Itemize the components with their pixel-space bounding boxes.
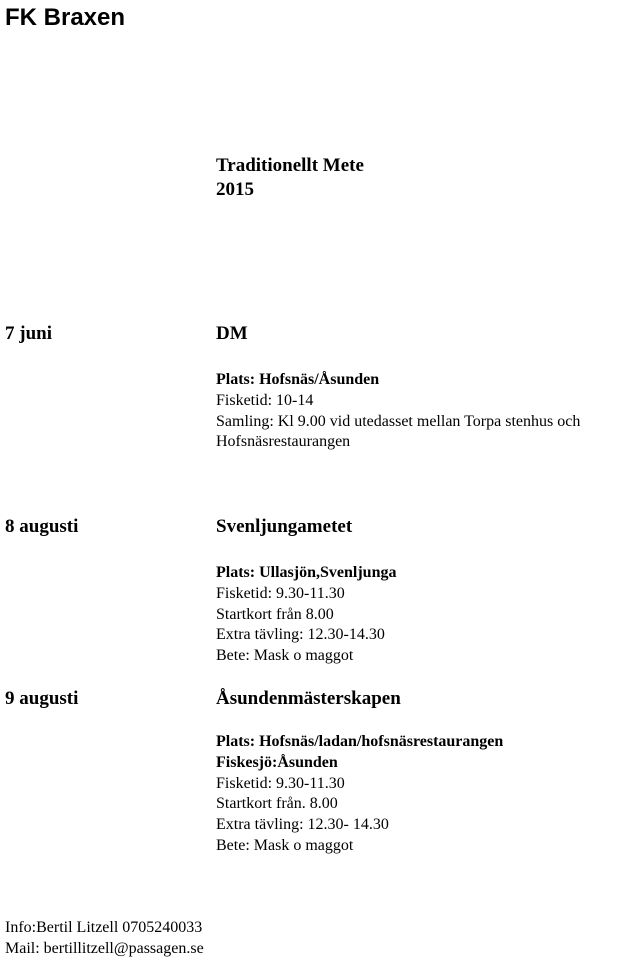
event-fishing-time: Fisketid: 9.30-11.30 xyxy=(216,584,345,602)
event-fishing-time: Fisketid: 9.30-11.30 xyxy=(216,774,345,792)
club-title: FK Braxen xyxy=(5,4,126,31)
event-details-1 xyxy=(216,370,580,453)
contact-mail: Mail: bertillitzell@passagen.se xyxy=(5,940,204,957)
event-start-card: Startkort från 8.00 xyxy=(216,605,334,623)
event-lake: Fiskesjö:Åsunden xyxy=(216,753,338,771)
event-details-3 xyxy=(216,732,503,857)
event-extra-competition: Extra tävling: 12.30- 14.30 xyxy=(216,816,389,834)
event-place: Plats: Ullasjön,Svenljunga xyxy=(216,564,397,581)
event-date-2: 8 augusti xyxy=(5,516,79,537)
event-place: Plats: Hofsnäs/ladan/hofsnäsrestaurangen xyxy=(216,733,504,750)
document-subtitle xyxy=(216,154,364,202)
event-name-2: Svenljungametet xyxy=(216,516,353,537)
event-name-3: Åsundenmästerskapen xyxy=(216,688,401,709)
event-bait: Bete: Mask o maggot xyxy=(216,836,354,854)
event-gathering-cont: Hofsnäsrestaurangen xyxy=(216,433,351,451)
event-fishing-time: Fisketid: 10-14 xyxy=(216,391,314,409)
subtitle-line-1: Traditionellt Mete xyxy=(216,155,364,176)
event-name-1: DM xyxy=(216,323,248,344)
subtitle-year: 2015 xyxy=(216,179,254,200)
event-bait: Bete: Mask o maggot xyxy=(216,647,354,665)
contact-info: Info:Bertil Litzell 0705240033 xyxy=(5,919,203,936)
event-gathering: Samling: Kl 9.00 vid utedasset mellan Torpa stenhus och xyxy=(216,412,581,430)
event-extra-competition: Extra tävling: 12.30-14.30 xyxy=(216,626,385,644)
event-details-2 xyxy=(216,563,396,667)
event-date-3: 9 augusti xyxy=(5,688,79,709)
event-date-1: 7 juni xyxy=(5,323,52,344)
contact-footer xyxy=(5,917,204,959)
event-place: Plats: Hofsnäs/Åsunden xyxy=(216,371,380,388)
event-start-card: Startkort från. 8.00 xyxy=(216,795,338,813)
